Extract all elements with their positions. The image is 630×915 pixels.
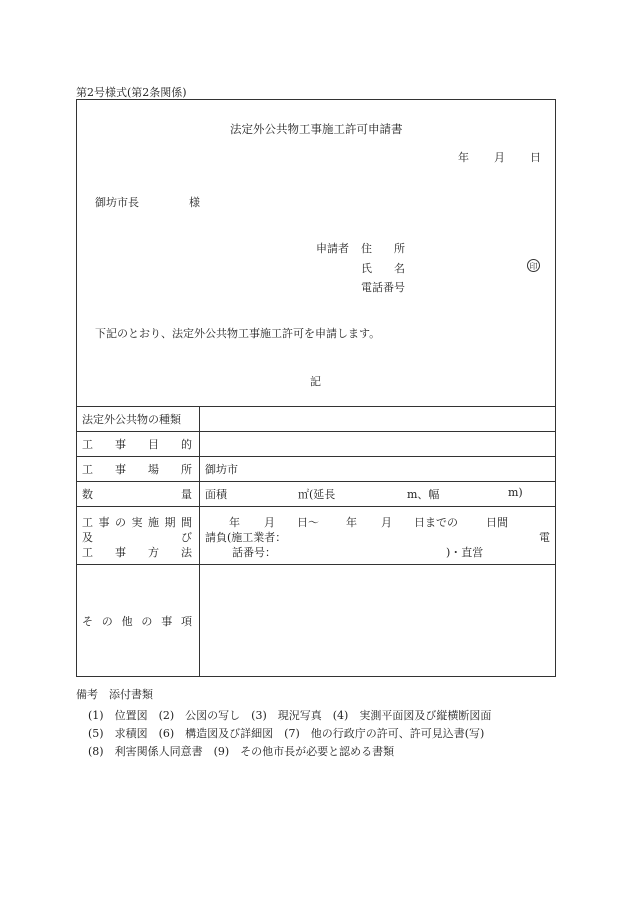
place-label: 工 事 場 所 bbox=[82, 463, 192, 476]
quantity-area-label: 面積 bbox=[205, 488, 227, 501]
applicant-address-label: 住 所 bbox=[361, 242, 405, 255]
application-statement: 下記のとおり、法定外公共物工事施工許可を申請します。 bbox=[95, 327, 381, 340]
type-label: 法定外公共物の種類 bbox=[82, 413, 181, 426]
row-divider bbox=[77, 406, 555, 407]
addressee-name: 御坊市長 bbox=[95, 196, 139, 209]
quantity-label: 数 量 bbox=[82, 488, 192, 501]
period-end-year: 年 bbox=[346, 516, 357, 529]
quantity-width-unit: m) bbox=[508, 486, 523, 499]
column-divider bbox=[199, 406, 200, 677]
period-end-until: 日までの bbox=[414, 516, 458, 529]
quantity-m2-unit: ㎡(延長 bbox=[298, 488, 336, 501]
phone-number-label: 話番号： bbox=[232, 546, 276, 559]
row-divider bbox=[77, 481, 555, 482]
period-start-day: 日〜 bbox=[297, 516, 319, 529]
date-day: 日 bbox=[530, 151, 541, 164]
notes-line-2: (5) 求積図 (6) 構造図及び詳細図 (7) 他の行政庁の許可、許可見込書(写) bbox=[88, 727, 485, 740]
period-start-month: 月 bbox=[264, 516, 275, 529]
addressee-honorific: 様 bbox=[189, 196, 200, 209]
applicant-phone-label: 電話番号 bbox=[361, 281, 405, 294]
notes-heading: 備考 添付書類 bbox=[76, 688, 153, 701]
quantity-length-unit: m、幅 bbox=[407, 488, 440, 501]
form-title: 法定外公共物工事施工許可申請書 bbox=[230, 122, 403, 136]
period-end-month: 月 bbox=[381, 516, 392, 529]
method-label: 工 事 方 法 bbox=[82, 546, 192, 559]
form-number-label: 第2号様式(第2条関係) bbox=[76, 86, 187, 99]
period-start-year: 年 bbox=[229, 516, 240, 529]
applicant-label: 申請者 bbox=[316, 242, 349, 255]
phone-prefix-label: 電 bbox=[539, 531, 550, 544]
row-divider bbox=[77, 506, 555, 507]
other-matters-label: そ の 他 の 事 項 bbox=[82, 615, 192, 628]
applicant-name-label: 氏 名 bbox=[361, 262, 405, 275]
row-divider bbox=[77, 456, 555, 457]
notes-line-1: (1) 位置図 (2) 公図の写し (3) 現況写真 (4) 実測平面図及び縦横断図面 bbox=[88, 709, 492, 722]
direct-management-label: )・直営 bbox=[446, 546, 484, 559]
purpose-label: 工 事 目 的 bbox=[82, 438, 192, 451]
period-label: 工 事 の 実 施 期 間 bbox=[82, 516, 192, 529]
contractor-label: 請負(施工業者： bbox=[205, 531, 287, 544]
place-value: 御坊市 bbox=[205, 463, 238, 476]
seal-icon: 印 bbox=[527, 259, 540, 272]
notes-line-3: (8) 利害関係人同意書 (9) その他市長が必要と認める書類 bbox=[88, 745, 395, 758]
date-month: 月 bbox=[494, 151, 505, 164]
ki-label: 記 bbox=[310, 375, 321, 388]
row-divider bbox=[77, 431, 555, 432]
and-label: 及 び bbox=[82, 531, 192, 544]
period-days: 日間 bbox=[486, 516, 508, 529]
date-year: 年 bbox=[458, 151, 469, 164]
row-divider bbox=[77, 564, 555, 565]
